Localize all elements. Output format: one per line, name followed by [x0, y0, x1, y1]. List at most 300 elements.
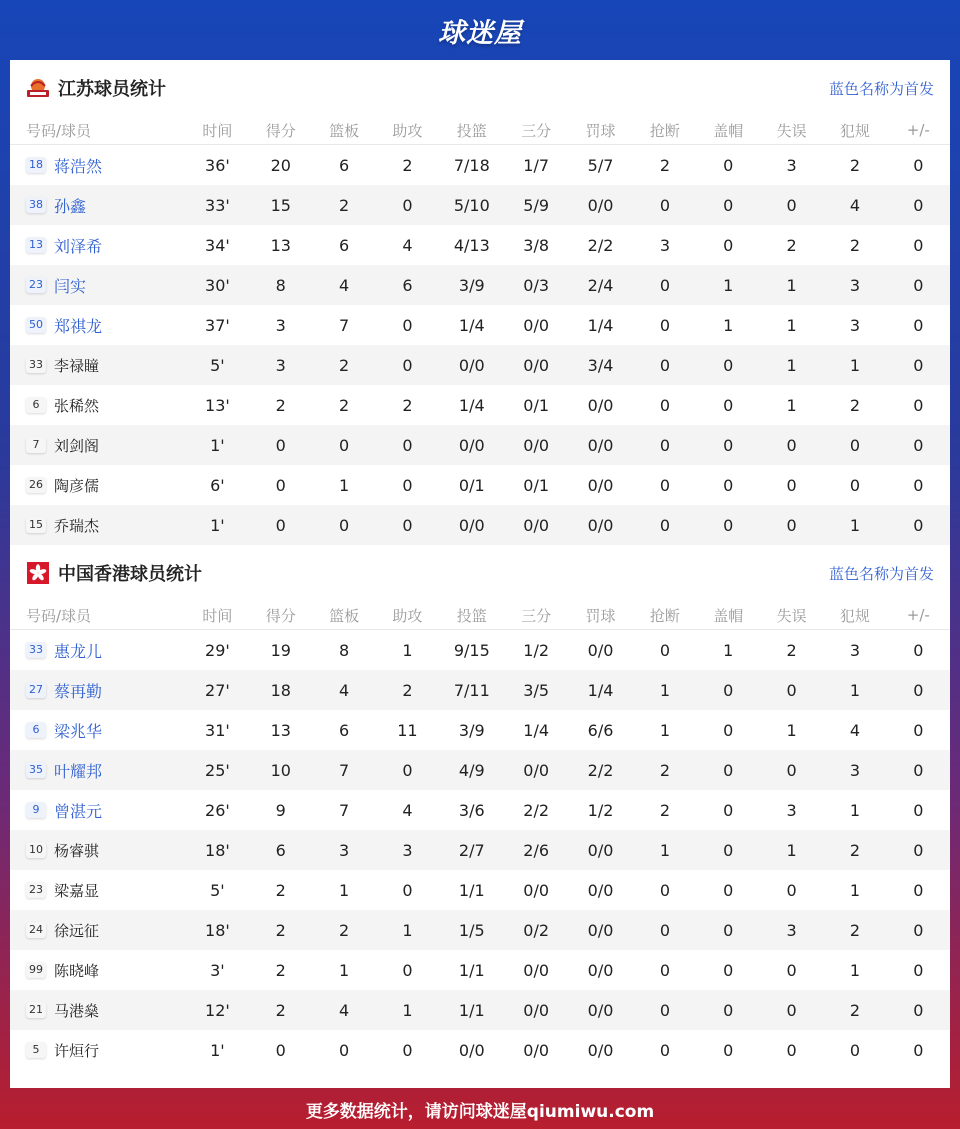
column-header: 犯规 [823, 601, 886, 630]
stat-cell: 1/5 [439, 910, 504, 950]
stats-table [10, 116, 950, 545]
jersey-number: 35 [26, 762, 46, 778]
player-cell [10, 265, 186, 305]
column-header: 罚球 [568, 116, 633, 145]
stat-cell: 0/1 [523, 395, 550, 415]
stat-cell: 2 [312, 910, 375, 950]
stat-cell: 0/0 [568, 505, 633, 545]
player-cell [10, 185, 186, 225]
stat-cell: 0 [659, 395, 670, 415]
stat-cell: 0 [659, 1040, 670, 1060]
stat-cell: 2/2 [568, 750, 633, 790]
player-name[interactable]: 张稀然 [54, 396, 100, 415]
player-name[interactable]: 梁兆华 [54, 721, 103, 741]
stat-cell: 2 [339, 395, 350, 415]
player-cell [10, 830, 186, 870]
stat-cell: 0 [913, 800, 924, 820]
stat-cell: 0 [376, 505, 439, 545]
stat-cell: 0 [887, 670, 950, 710]
column-header: 盖帽 [697, 116, 760, 145]
stat-cell: 0 [633, 185, 696, 225]
column-header: 篮板 [312, 601, 375, 630]
stat-cell: 4 [402, 800, 413, 820]
stat-cell: 15 [249, 185, 312, 225]
table-row [10, 910, 950, 950]
jersey-number: 7 [26, 437, 46, 453]
stat-cell: 3 [249, 345, 312, 385]
stat-cell: 3 [823, 750, 886, 790]
stat-cell: 5/9 [505, 185, 568, 225]
table-row [10, 750, 950, 790]
table-row [10, 305, 950, 345]
stat-cell: 0 [723, 475, 734, 495]
stat-cell: 1 [849, 800, 861, 820]
stat-cell: 1 [786, 395, 797, 415]
stat-cell: 0 [312, 505, 375, 545]
stat-cell: 2 [659, 155, 670, 175]
stat-cell: 5/7 [587, 155, 614, 175]
stat-cell: 0/0 [568, 185, 633, 225]
player-name[interactable]: 孙鑫 [54, 196, 87, 216]
stat-cell: 0 [659, 475, 670, 495]
table-row [10, 265, 950, 305]
stat-cell: 3 [849, 315, 861, 335]
stat-cell: 0/1 [458, 475, 485, 495]
stat-cell: 1 [823, 670, 886, 710]
stat-cell: 2 [312, 185, 375, 225]
stat-cell: 2 [849, 395, 861, 415]
stat-cell: 2 [275, 880, 286, 900]
stat-cell: 0 [402, 475, 413, 495]
stat-cell: 0 [376, 185, 439, 225]
stat-cell: 29' [205, 640, 230, 660]
player-name[interactable]: 郑祺龙 [54, 316, 103, 336]
stat-cell: 1' [186, 425, 249, 465]
stat-cell: 3/8 [523, 235, 550, 255]
stat-cell: 0/0 [587, 960, 614, 980]
stat-cell: 1 [849, 880, 861, 900]
stat-cell: 5/10 [439, 185, 504, 225]
column-header: 投篮 [439, 116, 504, 145]
column-header: 失误 [760, 601, 823, 630]
stat-cell: 9/15 [453, 640, 490, 660]
column-header: 篮板 [312, 116, 375, 145]
stat-cell: 1/1 [458, 880, 485, 900]
stat-cell: 0 [339, 1040, 350, 1060]
stat-cell: 0/0 [458, 1040, 485, 1060]
player-name[interactable]: 蔡再勤 [54, 681, 103, 701]
stat-cell: 0/0 [587, 640, 614, 660]
stat-cell: 1' [210, 1040, 225, 1060]
stat-cell: 0/0 [505, 750, 568, 790]
stat-cell: 0/0 [587, 1040, 614, 1060]
stat-cell: 34' [205, 235, 230, 255]
column-header: 抢断 [633, 601, 696, 630]
stats-panel [10, 60, 950, 1088]
stat-cell: 18' [186, 830, 249, 870]
player-cell [10, 505, 186, 545]
stat-cell: 0 [913, 960, 924, 980]
stat-cell: 7 [339, 800, 350, 820]
table-row [10, 630, 950, 671]
stat-cell: 0 [633, 990, 696, 1030]
stat-cell: 0 [887, 830, 950, 870]
stat-cell: 1/4 [458, 315, 485, 335]
starter-note: 蓝色名称为首发 [828, 564, 934, 583]
stat-cell: 2 [786, 235, 797, 255]
stat-cell: 0 [849, 475, 861, 495]
column-header: 盖帽 [697, 601, 760, 630]
stat-cell: 6/6 [587, 720, 614, 740]
table-row [10, 870, 950, 910]
stat-cell: 0 [887, 425, 950, 465]
jersey-number: 18 [26, 157, 46, 173]
stat-cell: 0 [659, 315, 670, 335]
stat-cell: 3/9 [458, 720, 485, 740]
column-header: 三分 [505, 116, 568, 145]
player-cell [10, 990, 186, 1030]
player-name[interactable]: 梁嘉显 [54, 881, 100, 900]
column-header: 失误 [760, 116, 823, 145]
stat-cell: 18 [249, 670, 312, 710]
stat-cell: 0/0 [523, 1040, 550, 1060]
table-row [10, 225, 950, 265]
table-row [10, 185, 950, 225]
player-name[interactable]: 刘剑阁 [54, 436, 100, 455]
header [0, 0, 960, 60]
stat-cell: 0 [633, 345, 696, 385]
stat-cell: 4 [849, 720, 861, 740]
column-header: 号码/球员 [10, 601, 186, 630]
player-name[interactable]: 徐远征 [54, 921, 100, 940]
table-row [10, 425, 950, 465]
table-row [10, 950, 950, 990]
stat-cell: 1 [760, 345, 823, 385]
stat-cell: 6 [339, 720, 350, 740]
stat-cell: 0 [913, 235, 924, 255]
stat-cell: 3 [312, 830, 375, 870]
stat-cell: 0 [723, 1040, 734, 1060]
stat-cell: 27' [186, 670, 249, 710]
stat-cell: 0/0 [568, 990, 633, 1030]
table-row [10, 790, 950, 830]
column-header: 抢断 [633, 116, 696, 145]
stat-cell: 0 [723, 800, 734, 820]
stat-cell: 0 [887, 910, 950, 950]
stat-cell: 0 [823, 425, 886, 465]
stat-cell: 1/1 [439, 990, 504, 1030]
jersey-number: 24 [26, 922, 46, 938]
stat-cell: 0/1 [523, 475, 550, 495]
team-section-hongkong [10, 545, 950, 1070]
hong-kong-flag-icon [26, 562, 50, 584]
stat-cell: 0 [376, 425, 439, 465]
column-header: 投篮 [439, 601, 504, 630]
stat-cell: 0/0 [587, 880, 614, 900]
stat-cell: 0 [697, 505, 760, 545]
stat-cell: 0 [697, 990, 760, 1030]
stat-cell: 0 [249, 505, 312, 545]
stat-cell: 0 [786, 475, 797, 495]
stat-cell: 5' [210, 880, 225, 900]
stat-cell: 0/0 [568, 425, 633, 465]
stat-cell: 0 [697, 345, 760, 385]
stat-cell: 8 [249, 265, 312, 305]
stat-cell: 1 [697, 265, 760, 305]
stat-cell: 0 [760, 990, 823, 1030]
stat-cell: 3/4 [568, 345, 633, 385]
stat-cell: 0 [402, 960, 413, 980]
jiangsu-dragons-logo-icon [26, 77, 50, 99]
player-name[interactable]: 杨睿骐 [54, 841, 100, 860]
stat-cell: 6 [339, 235, 350, 255]
table-row [10, 345, 950, 385]
stat-cell: 0 [633, 505, 696, 545]
stat-cell: 0 [659, 640, 670, 660]
column-header: 得分 [249, 601, 312, 630]
stat-cell: 0 [697, 670, 760, 710]
stat-cell: 0/0 [587, 475, 614, 495]
player-name[interactable]: 刘泽希 [54, 236, 103, 256]
player-cell [10, 910, 186, 950]
stat-cell: 2 [633, 750, 696, 790]
jersey-number: 15 [26, 517, 46, 533]
stat-cell: 0 [723, 960, 734, 980]
stat-cell: 2/2 [587, 235, 614, 255]
stat-cell: 1 [339, 880, 350, 900]
player-cell [10, 145, 186, 186]
stat-cell: 0 [697, 750, 760, 790]
stat-cell: 0 [887, 265, 950, 305]
stat-cell: 2 [823, 990, 886, 1030]
stat-cell: 3 [376, 830, 439, 870]
stat-cell: 0 [249, 425, 312, 465]
stat-cell: 0/0 [505, 345, 568, 385]
stat-cell: 0 [633, 425, 696, 465]
jersey-number: 21 [26, 1002, 46, 1018]
stat-cell: 3 [786, 155, 797, 175]
stat-cell: 3 [760, 910, 823, 950]
stat-cell: 0 [402, 1040, 413, 1060]
stat-cell: 3 [823, 265, 886, 305]
table-row [10, 990, 950, 1030]
stat-cell: 4 [402, 235, 413, 255]
jersey-number: 6 [26, 397, 46, 413]
jersey-number: 38 [26, 197, 46, 213]
stat-cell: 1 [823, 505, 886, 545]
player-name[interactable]: 陶彦儒 [54, 476, 100, 495]
jersey-number: 99 [26, 962, 46, 978]
stat-cell: 0/0 [505, 505, 568, 545]
stat-cell: 0 [312, 425, 375, 465]
player-cell [10, 345, 186, 385]
stat-cell: 30' [186, 265, 249, 305]
stat-cell: 0/0 [568, 830, 633, 870]
player-name[interactable]: 乔瑞杰 [54, 516, 100, 535]
stat-cell: 0/0 [439, 505, 504, 545]
stat-cell: 2/6 [505, 830, 568, 870]
column-header: 时间 [186, 116, 249, 145]
stat-cell: 0/0 [505, 990, 568, 1030]
player-name[interactable]: 许烜行 [54, 1041, 100, 1060]
stat-cell: 0 [760, 185, 823, 225]
stat-cell: 18' [186, 910, 249, 950]
player-cell [10, 790, 186, 830]
stat-cell: 0 [659, 960, 670, 980]
stat-cell: 6 [376, 265, 439, 305]
section-header [10, 545, 950, 601]
stat-cell: 1 [633, 670, 696, 710]
column-header: +/- [887, 601, 950, 630]
player-name[interactable]: 闫实 [54, 276, 87, 296]
stat-cell: 1 [723, 640, 734, 660]
player-cell [10, 425, 186, 465]
jersey-number: 33 [26, 357, 46, 373]
stat-cell: 0 [376, 345, 439, 385]
stat-cell: 3' [210, 960, 225, 980]
stat-cell: 0/0 [523, 960, 550, 980]
stat-cell: 36' [205, 155, 230, 175]
stat-cell: 7 [312, 750, 375, 790]
stat-cell: 0/0 [505, 425, 568, 465]
stat-cell: 12' [186, 990, 249, 1030]
player-cell [10, 670, 186, 710]
player-name[interactable]: 蒋浩然 [54, 156, 103, 176]
section-title: 中国香港球员统计 [58, 564, 202, 585]
section-title-wrap [26, 75, 166, 101]
stat-cell: 0 [376, 750, 439, 790]
jersey-number: 23 [26, 882, 46, 898]
stat-cell: 7/11 [439, 670, 504, 710]
column-header: +/- [887, 116, 950, 145]
stat-cell: 0 [402, 880, 413, 900]
footer-link-text[interactable]: 更多数据统计，请访问球迷屋qiumiwu.com [305, 1101, 655, 1122]
section-title: 江苏球员统计 [58, 79, 166, 100]
stat-cell: 3 [786, 800, 797, 820]
stat-cell: 20 [270, 155, 291, 175]
stat-cell: 0/0 [568, 910, 633, 950]
stat-cell: 1/1 [458, 960, 485, 980]
stat-cell: 6 [339, 155, 350, 175]
stat-cell: 0/0 [439, 345, 504, 385]
stat-cell: 3 [659, 235, 670, 255]
stat-cell: 19 [270, 640, 291, 660]
stat-cell: 1 [786, 720, 797, 740]
player-name[interactable]: 惠龙儿 [54, 641, 103, 661]
stat-cell: 0 [786, 1040, 797, 1060]
stat-cell: 1 [760, 830, 823, 870]
stat-cell: 37' [205, 315, 230, 335]
jersey-number: 27 [26, 682, 46, 698]
player-name[interactable]: 叶耀邦 [54, 761, 103, 781]
stat-cell: 13 [270, 235, 291, 255]
stat-cell: 0 [913, 720, 924, 740]
stat-cell: 11 [397, 720, 418, 740]
stat-cell: 1 [376, 990, 439, 1030]
stat-cell: 0 [887, 185, 950, 225]
stat-cell: 0 [887, 750, 950, 790]
stat-cell: 2 [849, 235, 861, 255]
table-row [10, 1030, 950, 1070]
stat-cell: 0/3 [505, 265, 568, 305]
stat-cell: 1/4 [458, 395, 485, 415]
table-row [10, 145, 950, 186]
stat-cell: 0 [723, 235, 734, 255]
stat-cell: 1 [723, 315, 734, 335]
stat-cell: 4 [312, 670, 375, 710]
player-cell [10, 750, 186, 790]
column-header: 助攻 [376, 116, 439, 145]
player-name[interactable]: 马港燊 [54, 1001, 100, 1020]
jersey-number: 33 [26, 642, 46, 658]
table-row [10, 670, 950, 710]
stat-cell: 0 [633, 265, 696, 305]
stat-cell: 2 [249, 910, 312, 950]
stat-cell: 0 [275, 1040, 286, 1060]
player-cell [10, 710, 186, 750]
column-header: 犯规 [823, 116, 886, 145]
jersey-number: 23 [26, 277, 46, 293]
stat-cell: 0 [887, 505, 950, 545]
column-header: 得分 [249, 116, 312, 145]
site-logo: 球迷屋 [438, 17, 522, 49]
stat-cell: 2 [402, 155, 413, 175]
stat-cell: 2 [275, 960, 286, 980]
stat-cell: 0 [633, 910, 696, 950]
stat-cell: 2 [823, 910, 886, 950]
stat-cell: 0 [697, 830, 760, 870]
column-header: 号码/球员 [10, 116, 186, 145]
stat-cell: 3/6 [458, 800, 485, 820]
jersey-number: 6 [26, 722, 46, 738]
stat-cell: 0/0 [587, 395, 614, 415]
jersey-number: 10 [26, 842, 46, 858]
stat-cell: 0 [275, 475, 286, 495]
section-header [10, 60, 950, 116]
stat-cell: 0 [723, 395, 734, 415]
stat-cell: 0 [697, 425, 760, 465]
stat-cell: 1 [823, 345, 886, 385]
stat-cell: 2 [376, 670, 439, 710]
player-name[interactable]: 曾湛元 [54, 801, 103, 821]
column-header: 助攻 [376, 601, 439, 630]
stat-cell: 2 [823, 830, 886, 870]
stat-cell: 1 [376, 910, 439, 950]
stat-cell: 1 [402, 640, 413, 660]
stat-cell: 13 [270, 720, 291, 740]
stat-cell: 0 [760, 670, 823, 710]
stat-cell: 3 [275, 315, 286, 335]
section-title-wrap [26, 560, 202, 586]
player-name[interactable]: 李禄瞳 [54, 356, 100, 375]
stat-cell: 2 [402, 395, 413, 415]
jersey-number: 26 [26, 477, 46, 493]
table-row [10, 830, 950, 870]
stat-cell: 1/4 [568, 670, 633, 710]
stat-cell: 0 [659, 880, 670, 900]
stat-cell: 0/0 [523, 315, 550, 335]
stat-cell: 1 [849, 960, 861, 980]
stat-cell: 2/2 [523, 800, 550, 820]
player-name[interactable]: 陈晓峰 [54, 961, 100, 980]
stat-cell: 1/2 [523, 640, 550, 660]
stat-cell: 1 [760, 265, 823, 305]
stat-cell: 4 [312, 265, 375, 305]
stat-cell: 0 [887, 990, 950, 1030]
player-cell [10, 225, 186, 265]
stat-cell: 0 [697, 185, 760, 225]
stat-cell: 1 [633, 830, 696, 870]
